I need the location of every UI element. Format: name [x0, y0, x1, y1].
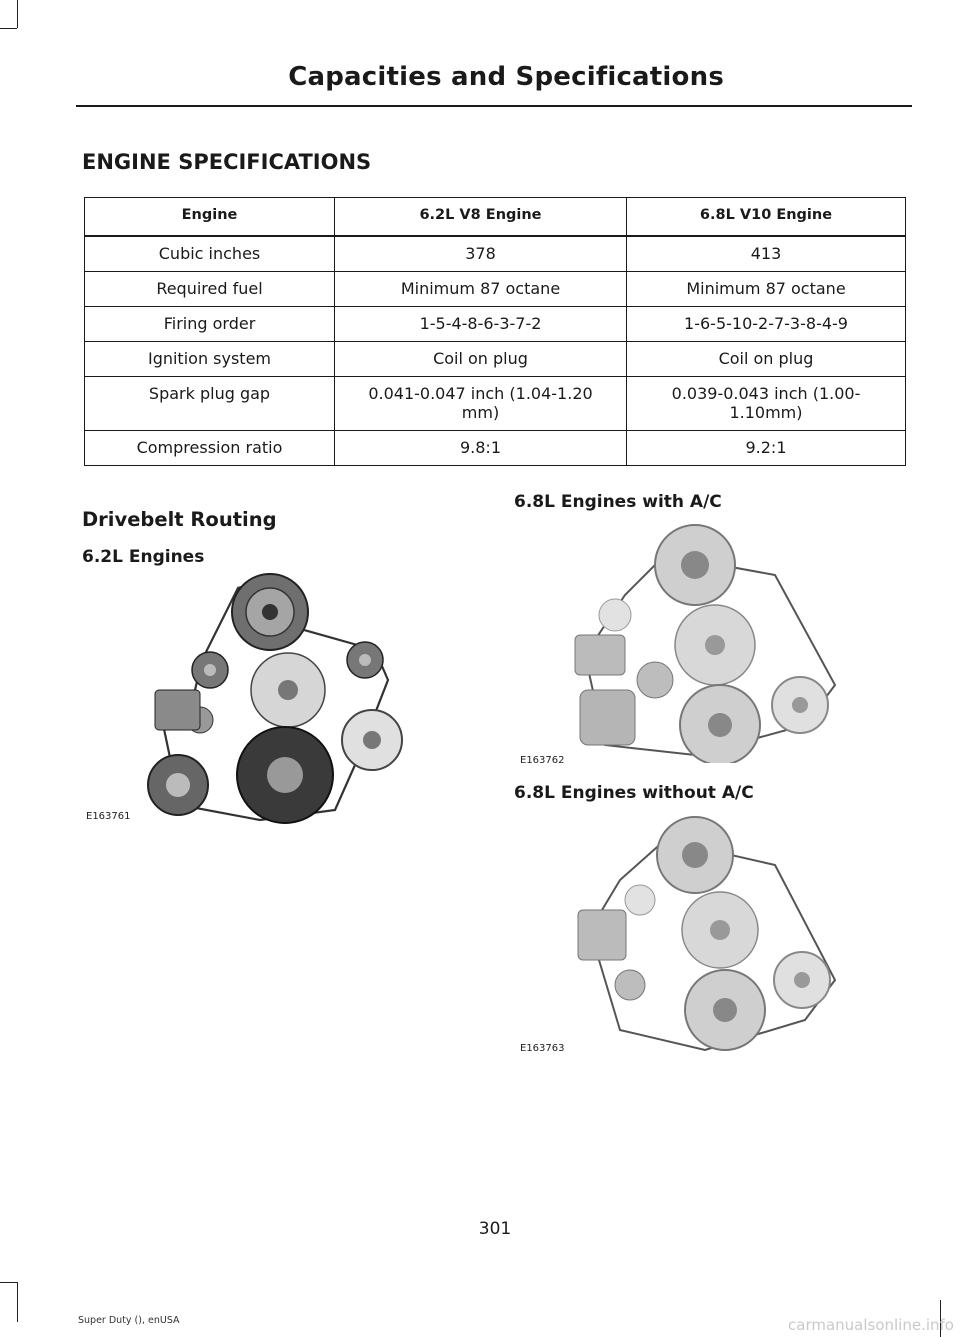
table-header-cell: 6.8L V10 Engine [627, 198, 906, 237]
drivebelt-diagram-6-2l [140, 570, 440, 830]
table-header-cell: Engine [85, 198, 335, 237]
footer-edition: Super Duty (), enUSA [78, 1315, 180, 1326]
table-cell: 9.8:1 [335, 431, 627, 466]
drivebelt-title: Drivebelt Routing [82, 508, 277, 531]
table-cell: 1-6-5-10-2-7-3-8-4-9 [627, 307, 906, 342]
table-cell: Coil on plug [335, 342, 627, 377]
page-number: 301 [478, 1219, 512, 1239]
figure-heading-6-2l: 6.2L Engines [82, 547, 205, 567]
crop-mark [0, 28, 17, 29]
figure-heading-6-8l-ac: 6.8L Engines with A/C [514, 492, 722, 512]
table-row [85, 377, 906, 431]
header-rule [76, 105, 912, 107]
table-cell: Compression ratio [85, 431, 335, 466]
crop-mark [0, 1282, 17, 1283]
table-cell: Firing order [85, 307, 335, 342]
section-title: ENGINE SPECIFICATIONS [82, 150, 372, 174]
table-row [85, 307, 906, 342]
table-cell: 413 [627, 236, 906, 272]
drivebelt-diagram-6-8l-ac [565, 515, 855, 763]
drivebelt-diagram-6-8l-noac [570, 810, 850, 1055]
figure-heading-6-8l-noac: 6.8L Engines without A/C [514, 783, 754, 803]
table-cell: Minimum 87 octane [335, 272, 627, 307]
table-header-cell: 6.2L V8 Engine [335, 198, 627, 237]
table-row [85, 431, 906, 466]
table-cell: Required fuel [85, 272, 335, 307]
table-cell: Cubic inches [85, 236, 335, 272]
table-row [85, 272, 906, 307]
table-cell: Ignition system [85, 342, 335, 377]
table-cell: Minimum 87 octane [627, 272, 906, 307]
table-row [85, 342, 906, 377]
table-cell: Coil on plug [627, 342, 906, 377]
table-cell: 0.041-0.047 inch (1.04-1.20 mm) [335, 377, 627, 431]
page-header-title: Capacities and Specifications [288, 62, 724, 92]
table-cell: 1-5-4-8-6-3-7-2 [335, 307, 627, 342]
figure-code: E163762 [520, 755, 565, 766]
figure-code: E163761 [86, 811, 131, 822]
table-cell: Spark plug gap [85, 377, 335, 431]
figure-code: E163763 [520, 1043, 565, 1054]
table-row [85, 236, 906, 272]
crop-mark [17, 0, 18, 28]
table-cell: 0.039-0.043 inch (1.00-1.10mm) [627, 377, 906, 431]
watermark: carmanualsonline.info [788, 1316, 954, 1334]
engine-spec-table [84, 197, 906, 466]
crop-mark [17, 1282, 18, 1322]
table-cell: 9.2:1 [627, 431, 906, 466]
table-cell: 378 [335, 236, 627, 272]
table-header-row [85, 198, 906, 237]
